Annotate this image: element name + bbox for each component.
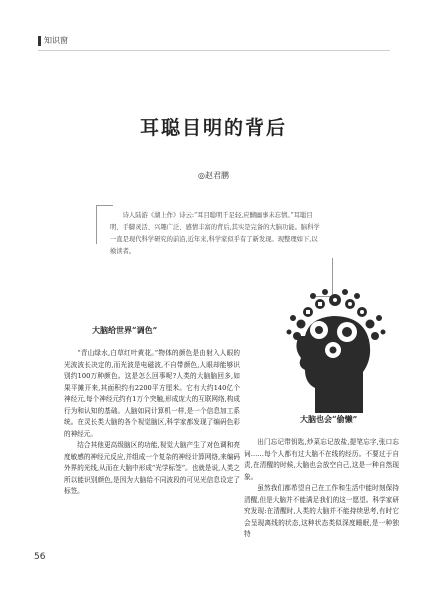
article-title: 耳聪目明的背后 <box>139 117 287 139</box>
abstract-text: 诗人陆游《湖上作》诗云:“耳目聪明千足轻,应醐幽事未忘情。”耳聪目明、手脚灵活、兴趣广泛、感情丰富的背后,其实是完备的大脑功能。脑科学一直是现代科学研究的前沿,近年来,科学家似乎有了新发现。现整理如下,以飨读者。 <box>110 212 320 255</box>
page-number: 56 <box>34 552 46 562</box>
brain-illustration <box>275 288 395 413</box>
section-heading-lazy: 大脑也会“偷懒” <box>300 414 358 424</box>
section-heading-color: 大脑给世界“调色” <box>92 325 158 335</box>
section-body-color <box>64 348 240 498</box>
paragraph: 出门忘记带钥匙,炒菜忘记放盐,提笔忘字,张口忘词……每个人都有过大脑不在线的经历。不要过于自责,在清醒的时候,大脑也会放空自己,这是一种自然现象。 <box>244 438 399 481</box>
section-body-lazy <box>244 437 399 541</box>
author-byline: ◎赵君鹏 <box>198 171 229 180</box>
header-marker <box>38 36 41 46</box>
paragraph: 结合其他更高级脑区的功能,视觉大脑产生了对色调和亮度敏感的神经元反应,并组成一个复杂的神经计算网络,来编码外界的光线,从而在大脑中形成“光学标签”。也就是说,人类之所以能识别颜色,是因为大脑给不同波段的可见光信息设定了标签。 <box>64 441 240 495</box>
section-label: 知识窗 <box>44 36 68 45</box>
paragraph: “青山绿水,白草红叶黄花。”物体的颜色是由射入人眼的光波波长决定的,而光波是电磁波,不自带颜色,人眼却能够识别约100万种颜色。这是怎么回事呢?人类的大脑脑回多,如果平摊开来,其面积约有2200平方厘米。它有大约140亿个神经元,每个神经元约有1万个突触,形成庞大的互联网络,构成行为和认知的基础。人脑如同计算机一样,是一个信息加工系统。在灵长类大脑的各个视觉脑区,科学家都发现了编码色彩的神经元。 <box>64 349 240 438</box>
paragraph: 虽然我们都希望自己在工作和生活中能时刻保持清醒,但是大脑并不能满足我们的这一愿望。科学家研究发现:在清醒时,人类的大脑并不能持续思考,有时它会呈现离线的状态,这种状态类似深度睡眠,是一种独特 <box>244 484 399 538</box>
header-divider <box>38 50 390 51</box>
